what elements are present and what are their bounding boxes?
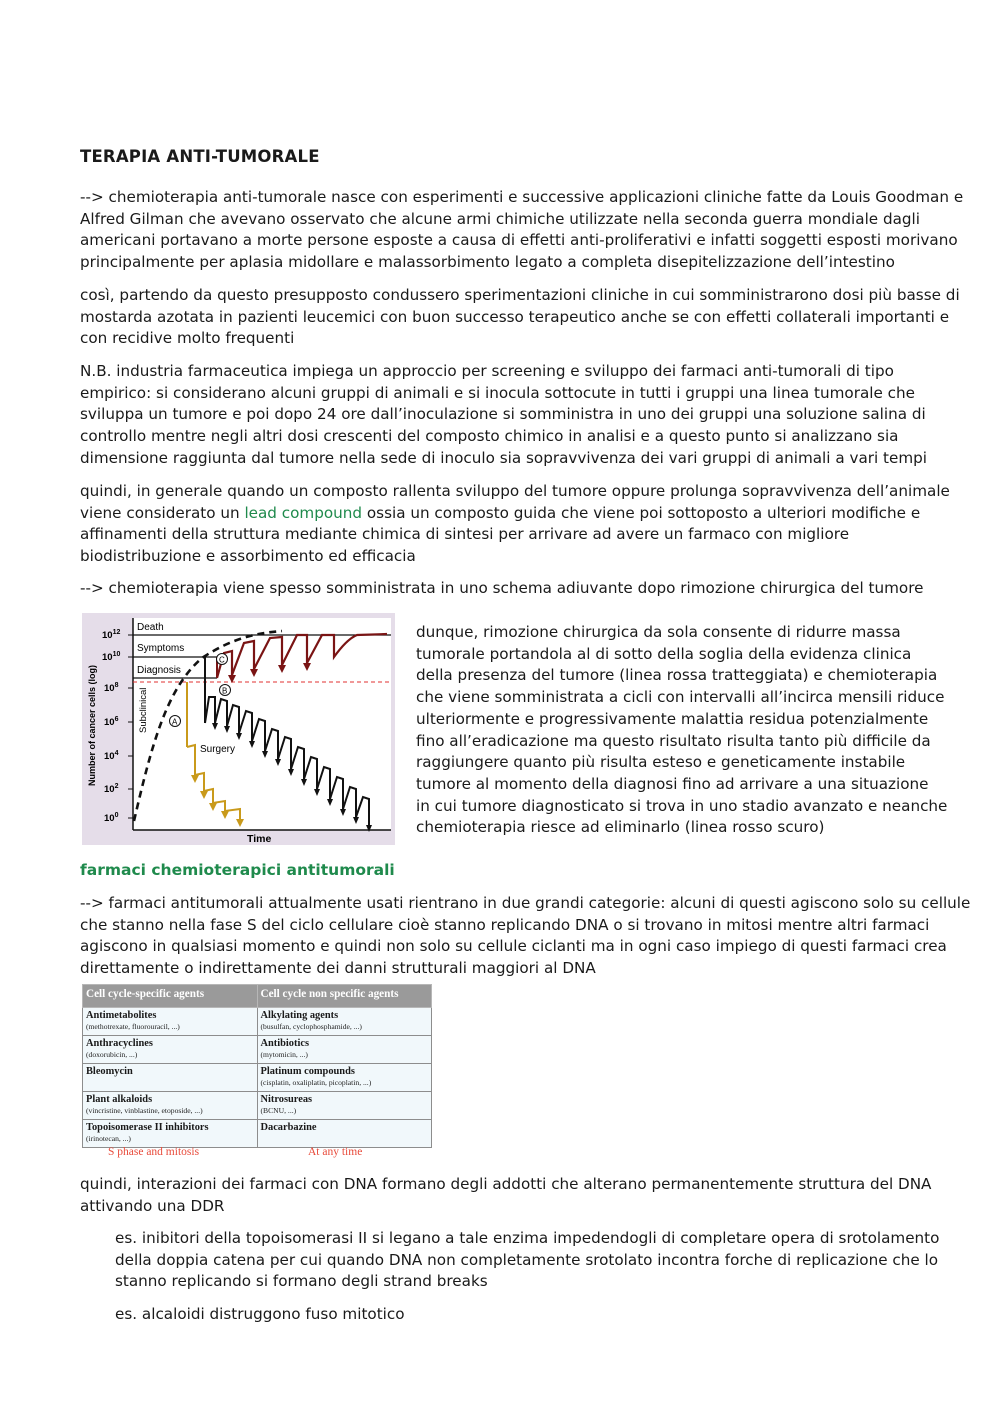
y-tick-label: $10^{10}$: [102, 651, 121, 663]
agent-name: Plant alkaloids: [86, 1094, 153, 1105]
y-tick-label: $10^{12}$: [102, 629, 121, 641]
table-cell: [257, 1008, 432, 1036]
text-line: empirico: si considerano alcuni gruppi di animali e si inocula sottocute in tutti i gruppi una linea tumorale che: [80, 383, 915, 402]
agent-name: Anthracyclines: [86, 1038, 153, 1049]
text-line: americani portavano a morte persone esposte a causa di effetti anti-proliferativi e infatti soggetti esposti morivano: [80, 231, 958, 250]
y-tick-label: $10^0$: [104, 812, 119, 824]
agent-name: Topoisomerase II inhibitors: [86, 1122, 209, 1133]
text-line: tumore al momento della diagnosi fino ad arrivare a una situazione: [416, 774, 929, 793]
lead-compound-term: lead compound: [244, 503, 363, 522]
y-tick-label: $10^2$: [104, 783, 119, 795]
text-line: attivando una DDR: [80, 1196, 225, 1215]
text-line: in cui tumore diagnosticato si trova in uno stadio avanzato e neanche: [416, 796, 948, 815]
agent-examples: (cisplatin, oxaliplatin, picoplatin, ...): [260, 1078, 372, 1087]
text-line: chemioterapia riesce ad eliminarlo (linea rosso scuro): [416, 818, 825, 837]
text-line: affinamenti della struttura mediante chimica di sintesi per arrivare ad avere un farmaco con migliore: [80, 525, 850, 544]
y-tick-labels: [102, 629, 120, 824]
y-tick-label: $10^6$: [104, 716, 119, 728]
text-line: --> chemioterapia viene spesso somministrata in uno schema adiuvante dopo rimozione chirurgica del tumore: [80, 579, 924, 597]
text-line: ulteriormente e progressivamente malattia residua potenzialmente: [416, 709, 929, 728]
figure-description: [416, 622, 976, 839]
text-line: della doppia catena per cui quando DNA non completamente srotolato incontra forche di replicazione che lo: [115, 1250, 939, 1269]
symptoms-label: Symptoms: [137, 643, 185, 654]
agents-table: [82, 984, 432, 1148]
agent-name: Nitrosureas: [260, 1094, 313, 1105]
table-cell: [83, 1008, 258, 1036]
table-cell: [83, 1092, 258, 1120]
surgery-label: Surgery: [200, 744, 236, 755]
page-title: TERAPIA ANTI-TUMORALE: [80, 147, 320, 166]
paragraph-dna-adducts: [80, 1174, 980, 1217]
agent-examples: (mytomicin, ...): [260, 1050, 308, 1059]
table-cell: [83, 1036, 258, 1064]
section-heading: farmaci chemioterapici antitumorali: [80, 861, 395, 879]
text-line: agiscono in qualsiasi momento e quindi non solo su cellule ciclanti ma in ogni caso impiego di questi farmaci crea: [80, 937, 947, 956]
table-cell: [257, 1120, 432, 1148]
table-row: [83, 1092, 432, 1120]
text-line: es. inibitori della topoisomerasi II si legano a tale enzima impedendogli di completare opera di srotolamento: [115, 1229, 940, 1247]
table-cell: [83, 1064, 258, 1092]
agent-examples: (vincristine, vinblastine, etoposide, ...): [86, 1106, 203, 1115]
agent-name: Antibiotics: [260, 1038, 309, 1049]
text-line: --> chemioterapia anti-tumorale nasce con esperimenti e successive applicazioni cliniche fatte da Louis Goodman e: [80, 188, 964, 206]
marker-c: C: [219, 655, 225, 665]
table-cell: [83, 1120, 258, 1148]
agent-examples: (BCNU, ...): [260, 1106, 297, 1115]
agent-name: Dacarbazine: [260, 1122, 317, 1133]
agent-name: Alkylating agents: [260, 1010, 339, 1021]
y-tick-label: $10^4$: [104, 750, 119, 762]
y-axis-label: Number of cancer cells (log): [87, 664, 97, 786]
paragraph-origins: [80, 187, 980, 274]
table-row: [83, 1036, 432, 1064]
text-line: raggiungere quanto più risulta esteso e geneticamente instabile: [416, 753, 906, 772]
text-line: che viene somministrata a cicli con intervalli all’incirca mensili riduce: [416, 688, 945, 707]
table-footer-left: S phase and mitosis: [108, 1146, 200, 1158]
tumor-growth-chart: [82, 613, 395, 845]
text-line: con recidive molto frequenti: [80, 329, 295, 348]
text-line: [80, 503, 980, 525]
table-row: [83, 1064, 432, 1092]
subclinical-label: Subclinical: [138, 687, 149, 733]
text-line: sviluppa un tumore e poi dopo 24 ore dall’inoculazione si somministra in uno dei gruppi una soluzione salina di: [80, 405, 926, 424]
paragraph-lead-compound: [80, 481, 980, 568]
x-axis-label: Time: [247, 833, 272, 845]
text-line: della presenza del tumore (linea rossa tratteggiata) e chemioterapia: [416, 666, 938, 685]
text-line: stanno replicando si formano degli strand breaks: [115, 1272, 488, 1291]
text-line: quindi, interazioni dei farmaci con DNA formano degli addotti che alterano permanentemente struttura del DNA: [80, 1175, 932, 1193]
marker-b: B: [222, 686, 228, 696]
death-label: Death: [137, 622, 164, 633]
text-line: es. alcaloidi distruggono fuso mitotico: [115, 1305, 405, 1323]
agent-examples: (busulfan, cyclophosphamide, ...): [260, 1022, 362, 1031]
paragraph-alkaloid-example: [115, 1304, 1000, 1326]
paragraph-drug-categories: [80, 893, 980, 980]
table-cell: [257, 1064, 432, 1092]
text-line: quindi, in generale quando un composto rallenta sviluppo del tumore oppure prolunga sopravvivenza dell’animale: [80, 482, 950, 500]
text-line: dunque, rimozione chirurgica da sola consente di ridurre massa: [416, 623, 901, 641]
agent-name: Bleomycin: [86, 1066, 133, 1077]
table-cell: [257, 1092, 432, 1120]
table-footer-right: At any time: [308, 1146, 363, 1158]
text-line: che stanno nella fase S del ciclo cellulare cioè stanno replicando DNA o si trovano in mitosi mentre altri farmaci: [80, 915, 930, 934]
text-line: --> farmaci antitumorali attualmente usati rientrano in due grandi categorie: alcuni di questi agiscono solo su cellule: [80, 894, 971, 912]
text-line: tumorale portandola al di sotto della soglia della evidenza clinica: [416, 644, 912, 663]
tumor-growth-figure: [82, 613, 395, 845]
text-line: Alfred Gilman che avevano osservato che alcune armi chimiche utilizzate nella seconda guerra mondiale dagli: [80, 209, 920, 228]
paragraph-adjuvant: [80, 578, 980, 600]
y-tick-label: $10^8$: [104, 682, 119, 694]
paragraph-screening: [80, 361, 980, 470]
text-line: direttamente o indirettamente dei danni strutturali maggiori al DNA: [80, 959, 596, 978]
agent-name: Platinum compounds: [260, 1066, 355, 1077]
agent-name: Antimetabolites: [86, 1010, 157, 1021]
text-line: mostarda azotata in pazienti leucemici con buon successo terapeutico anche se con effetti collaterali importanti e: [80, 307, 950, 326]
text-line: fino all’eradicazione ma questo risultato risulta tanto più difficile da: [416, 731, 931, 750]
text-fragment: viene considerato un: [80, 503, 245, 522]
paragraph-topoisomerase-example: [115, 1228, 1000, 1293]
diagnosis-label: Diagnosis: [137, 665, 181, 676]
text-line: principalmente per aplasia midollare e malassorbimento legato a completa disepitelizzazione dell’intestino: [80, 253, 895, 272]
agent-examples: (doxorubicin, ...): [86, 1050, 138, 1059]
agent-examples: (irinotecan, ...): [86, 1134, 131, 1143]
table-header-cell: Cell cycle-specific agents: [83, 985, 258, 1008]
table-cell: [257, 1036, 432, 1064]
text-line: N.B. industria farmaceutica impiega un approccio per screening e sviluppo dei farmaci anti-tumorali di tipo: [80, 362, 894, 380]
marker-a: A: [172, 717, 178, 727]
table-header-cell: Cell cycle non specific agents: [257, 985, 432, 1008]
text-fragment: ossia un composto guida che viene poi sottoposto a ulteriori modifiche e: [362, 503, 921, 522]
text-line: così, partendo da questo presupposto condussero sperimentazioni cliniche in cui somministrarono dosi più basse di: [80, 286, 960, 304]
text-line: dimensione raggiunta dal tumore nella sede di inoculo sia sopravvivenza dei vari gruppi di animali a vari tempi: [80, 448, 927, 467]
text-line: biodistribuzione e assorbimento ed efficacia: [80, 547, 416, 566]
table-row: [83, 1008, 432, 1036]
text-line: controllo mentre negli altri dosi crescenti del composto chimico in analisi e a questo punto si analizzano sia: [80, 427, 899, 446]
table-header-row: [83, 985, 432, 1008]
agent-examples: (methotrexate, fluorouracil, ...): [86, 1022, 180, 1031]
table-row: [83, 1120, 432, 1148]
paragraph-trials: [80, 285, 980, 350]
